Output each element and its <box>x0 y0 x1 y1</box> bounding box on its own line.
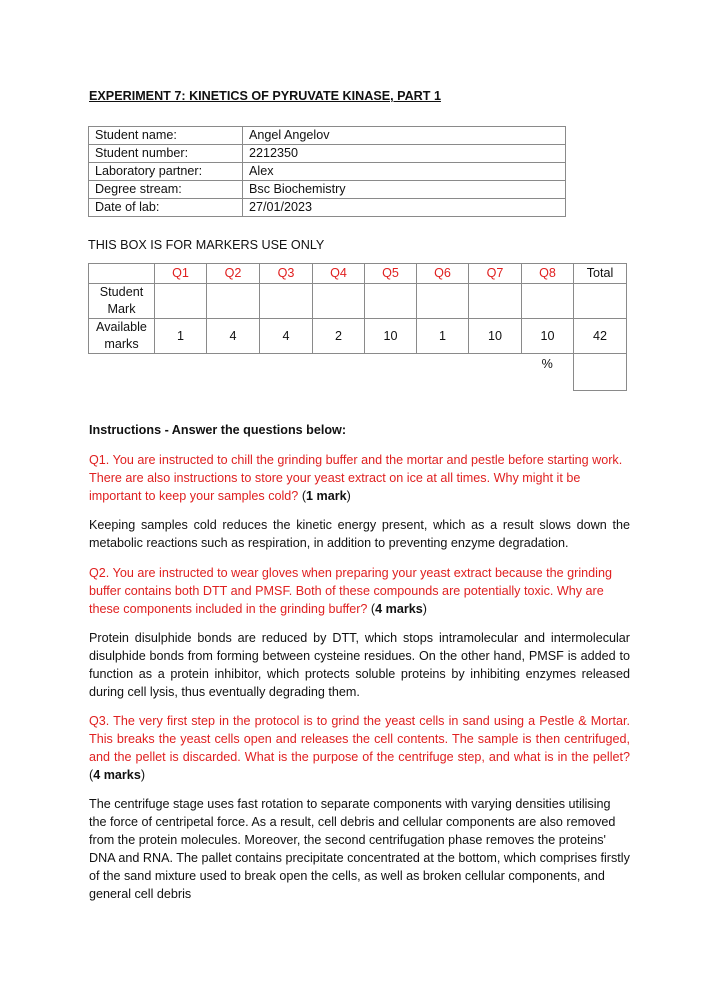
student-mark-row <box>89 284 627 319</box>
available-cell: 10 <box>469 319 522 354</box>
header-cell: Q8 <box>522 264 574 284</box>
answer-1: Keeping samples cold reduces the kinetic energy present, which as a result slows down the metabolic reactions such as respiration, in addition to preventing enzyme degradation. <box>89 518 630 550</box>
markers-note: THIS BOX IS FOR MARKERS USE ONLY <box>88 238 325 252</box>
answer-3: The centrifuge stage uses fast rotation to separate components with varying densities utilising the force of centripetal force. As a result, cell debris and cellular components are also removed from the protein molecules. Moreover, the second centrifugation phase removes the proteins' DNA and RNA. The pallet contains precipitate concentrated at the bottom, which comprises firstly of the sand mixture used to break open the cells, as well as broken cellular components, and general cell debris <box>89 797 630 901</box>
mark-cell <box>417 284 469 319</box>
info-label: Date of lab: <box>89 199 243 217</box>
available-cell: 1 <box>417 319 469 354</box>
mark-cell <box>313 284 365 319</box>
info-row <box>89 127 566 145</box>
info-label: Degree stream: <box>89 181 243 199</box>
info-row <box>89 145 566 163</box>
header-cell: Q2 <box>207 264 260 284</box>
header-cell: Q5 <box>365 264 417 284</box>
info-value: 27/01/2023 <box>243 199 566 217</box>
question-text: Q1. You are instructed to chill the grinding buffer and the mortar and pestle before starting work. There are also instructions to store your yeast extract on ice at all times. Why might it be important to keep your samples cold? <box>89 453 623 503</box>
mark-cell <box>207 284 260 319</box>
question-text: Q3. The very first step in the protocol is to grind the yeast cells in sand using a Pestle & Mortar. This breaks the yeast cells open and releases the cell contents. The sample is then centrifuged, and the pellet is discarded. What is the purpose of the centrifuge step, and what is in the pellet? <box>89 714 630 764</box>
question-1 <box>89 451 630 505</box>
mark-cell <box>574 284 627 319</box>
info-label: Student name: <box>89 127 243 145</box>
available-cell: 2 <box>313 319 365 354</box>
header-cell: Q7 <box>469 264 522 284</box>
student-mark-label: Student Mark <box>89 284 155 319</box>
answer-2: Protein disulphide bonds are reduced by DTT, which stops intramolecular and intermolecular disulphide bonds from forming between cysteine residues. On the other hand, PMSF is added to function as a protein inhibitor, which protects soluble proteins by inhibiting enzymes released during cell lysis, thus eventually degrading them. <box>89 631 630 699</box>
available-cell: 4 <box>207 319 260 354</box>
available-cell: 42 <box>574 319 627 354</box>
mark-cell <box>522 284 574 319</box>
question-3 <box>89 712 630 784</box>
question-marks: (4 marks) <box>89 768 146 782</box>
available-cell: 4 <box>260 319 313 354</box>
question-2 <box>89 564 630 618</box>
question-marks: (4 marks) <box>370 602 427 616</box>
student-info-table <box>88 126 566 217</box>
mark-cell <box>260 284 313 319</box>
info-row <box>89 163 566 181</box>
percent-label: % <box>541 357 553 371</box>
available-marks-row <box>89 319 627 354</box>
info-value: Bsc Biochemistry <box>243 181 566 199</box>
mark-cell <box>469 284 522 319</box>
header-cell: Q1 <box>155 264 207 284</box>
instructions-heading: Instructions - Answer the questions below: <box>89 423 347 437</box>
available-cell: 10 <box>365 319 417 354</box>
header-cell: Total <box>574 264 627 284</box>
available-cell: 1 <box>155 319 207 354</box>
available-cell: 10 <box>522 319 574 354</box>
marks-table <box>88 263 627 391</box>
info-row <box>89 181 566 199</box>
percent-row <box>89 354 627 391</box>
mark-cell <box>365 284 417 319</box>
info-row <box>89 199 566 217</box>
marks-header-row <box>89 264 627 284</box>
info-label: Student number: <box>89 145 243 163</box>
question-text: Q2. You are instructed to wear gloves when preparing your yeast extract because the grinding buffer contains both DTT and PMSF. Both of these compounds are potentially toxic. Why are these components included in the grinding buffer? <box>89 566 612 616</box>
corner-cell <box>89 264 155 284</box>
info-value: 2212350 <box>243 145 566 163</box>
header-cell: Q4 <box>313 264 365 284</box>
available-marks-label: Available marks <box>89 319 155 354</box>
mark-cell <box>155 284 207 319</box>
question-marks: (1 mark) <box>301 489 351 503</box>
header-cell: Q3 <box>260 264 313 284</box>
header-cell: Q6 <box>417 264 469 284</box>
percent-cell <box>574 354 627 391</box>
info-value: Alex <box>243 163 566 181</box>
page-title: EXPERIMENT 7: KINETICS OF PYRUVATE KINASE, PART 1 <box>89 89 441 103</box>
info-value: Angel Angelov <box>243 127 566 145</box>
info-label: Laboratory partner: <box>89 163 243 181</box>
